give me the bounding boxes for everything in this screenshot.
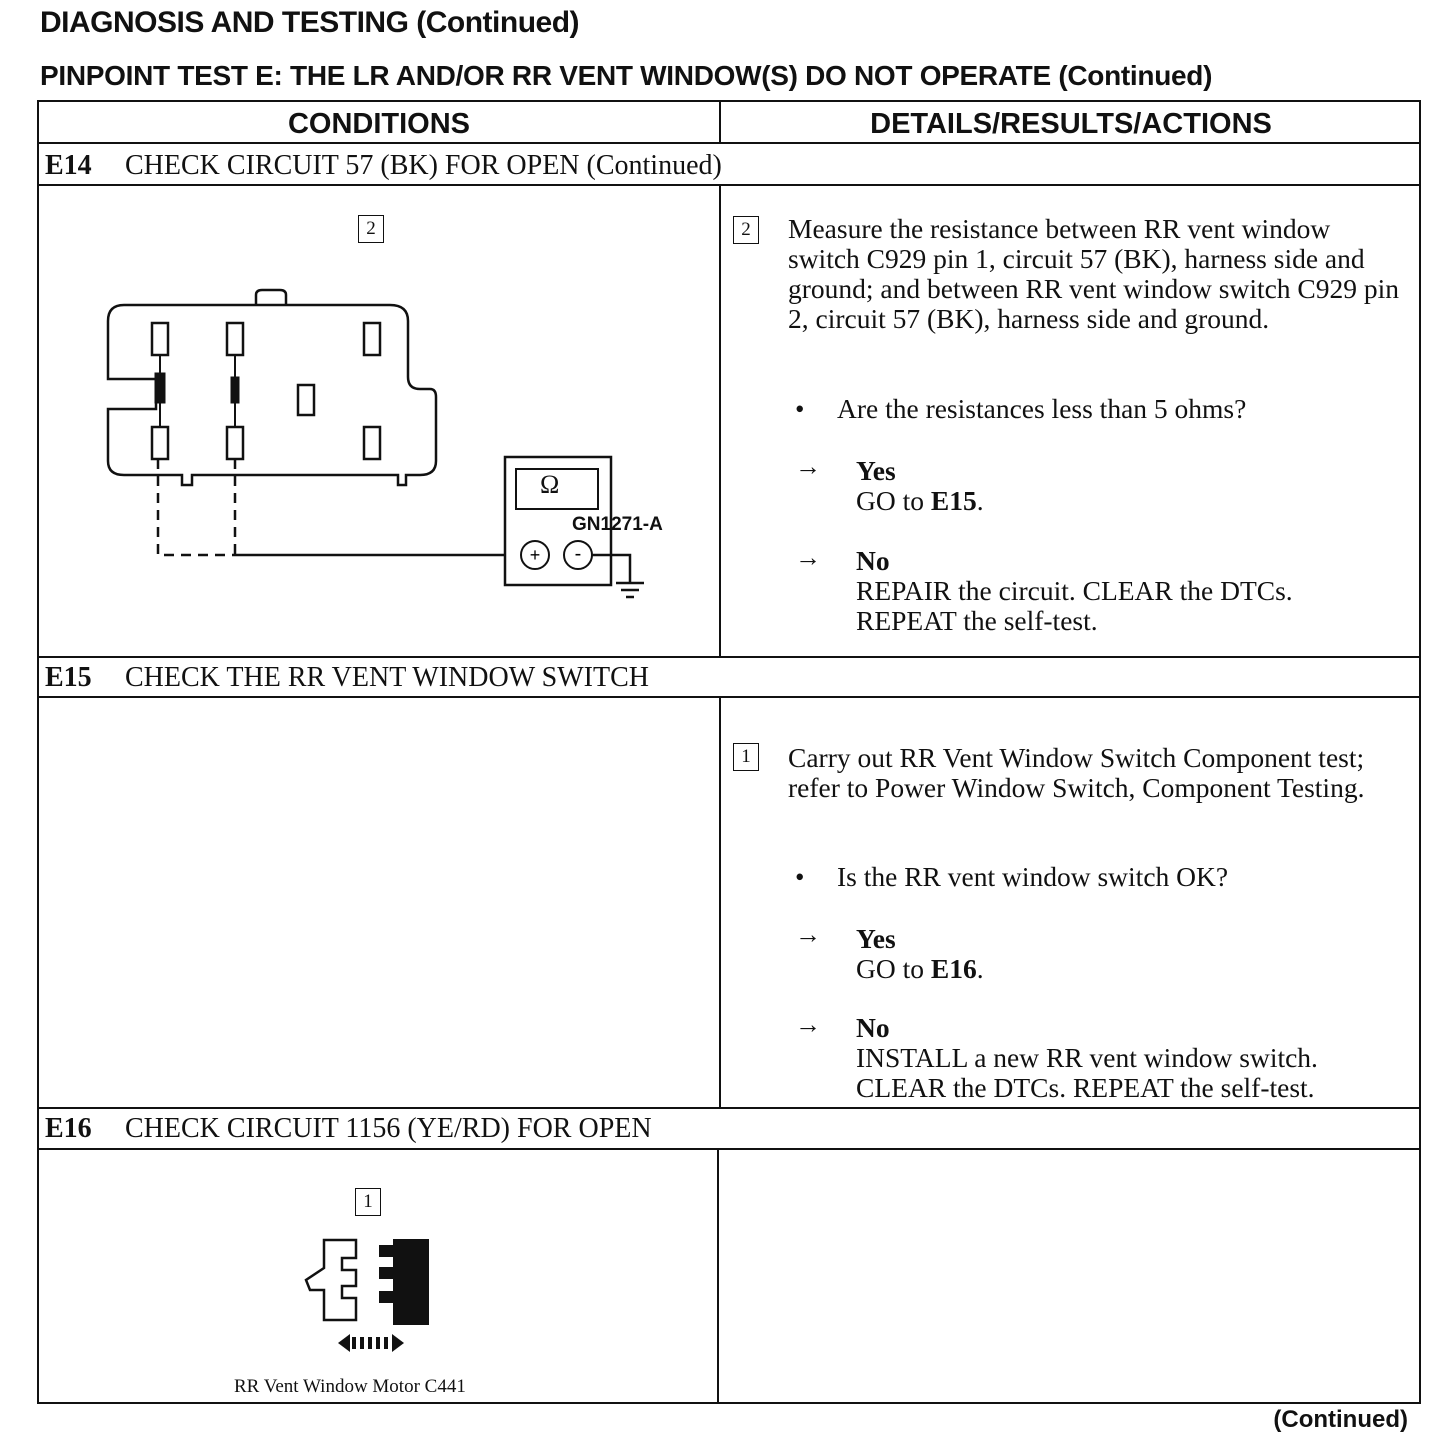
answer-label: Yes	[856, 455, 896, 486]
answer-action: REPAIR the circuit. CLEAR the DTCs.	[856, 575, 1293, 606]
test-probe	[155, 373, 165, 403]
step-title: CHECK CIRCUIT 57 (BK) FOR OPEN (Continued)	[125, 150, 722, 181]
instruction-text: Carry out RR Vent Window Switch Component test; refer to Power Window Switch, Component Testing.	[788, 742, 1365, 803]
column-divider	[719, 184, 721, 656]
ground-icon	[616, 583, 644, 597]
negative-sign: -	[574, 543, 582, 565]
terminal-pin-7	[364, 427, 380, 459]
bullet: •	[795, 862, 805, 892]
step-heading-e15	[45, 658, 649, 698]
connector-ohmmeter-diagram	[100, 285, 670, 605]
figure-id: GN1271-A	[572, 514, 663, 535]
column-header-conditions: CONDITIONS	[287, 108, 471, 140]
terminal-pin-2	[227, 323, 243, 355]
double-arrow-icon	[338, 1334, 404, 1352]
question-text: Is the RR vent window switch OK?	[837, 861, 1229, 892]
answer-action: CLEAR the DTCs. REPEAT the self-test.	[856, 1072, 1315, 1103]
page-title: DIAGNOSIS AND TESTING (Continued)	[40, 6, 580, 39]
step-link-e16[interactable]: E16	[930, 953, 977, 984]
action-prefix: GO to	[856, 953, 931, 984]
figure-step-number: 1	[355, 1188, 381, 1216]
pinpoint-test-title-text: PINPOINT TEST E: THE LR AND/OR RR VENT WINDOW(S) DO NOT OPERATE	[40, 60, 1051, 91]
step-heading-e16	[45, 1109, 652, 1149]
answer-action: REPEAT the self-test.	[856, 605, 1098, 636]
terminal-pin-1	[152, 323, 168, 355]
action-prefix: GO to	[856, 485, 931, 516]
answer-yes	[856, 924, 1396, 984]
arrow-icon: →	[795, 1010, 821, 1039]
table-divider	[39, 142, 1419, 144]
answer-action: GO to E16.	[856, 953, 984, 984]
pinpoint-test-continued: (Continued)	[1058, 60, 1213, 91]
continued-note: (Continued)	[1273, 1406, 1408, 1433]
step-title: CHECK CIRCUIT 1156 (YE/RD) FOR OPEN	[125, 1113, 652, 1144]
instruction-text: Measure the resistance between RR vent window switch C929 pin 1, circuit 57 (BK), harness side and ground; and between RR vent window switch C929 pin 2, circuit 57 (BK), harness side and ground.	[788, 213, 1400, 334]
column-header-details: DETAILS/RESULTS/ACTIONS	[870, 108, 1272, 140]
connector-latch	[256, 290, 286, 305]
step-id: E16	[45, 1113, 92, 1144]
step-link-e15[interactable]: E15	[930, 485, 977, 516]
step-title: CHECK THE RR VENT WINDOW SWITCH	[125, 662, 649, 693]
pinpoint-test-title	[40, 60, 1212, 92]
answer-action: GO to E15.	[856, 485, 984, 516]
step-id: E15	[45, 662, 92, 693]
connector-female-half	[380, 1240, 428, 1324]
motor-connector-diagram	[300, 1230, 440, 1360]
answer-action: INSTALL a new RR vent window switch.	[856, 1042, 1318, 1073]
arrow-icon: →	[795, 452, 821, 481]
terminal-pin-4	[298, 385, 314, 415]
arrow-icon: →	[795, 920, 821, 949]
answer-no	[856, 546, 1396, 636]
figure-step-number: 2	[358, 215, 384, 243]
step-id: E14	[45, 150, 92, 181]
connector-male-half	[306, 1240, 356, 1320]
step-number-box: 2	[733, 216, 759, 244]
test-probe	[231, 377, 239, 403]
terminal-pin-5	[152, 427, 168, 459]
step-number-box: 1	[733, 743, 759, 771]
answer-no	[856, 1013, 1396, 1103]
arrow-icon: →	[795, 543, 821, 572]
terminal-pin-3	[364, 323, 380, 355]
figure-caption: RR Vent Window Motor C441	[234, 1376, 466, 1397]
bullet: •	[795, 394, 805, 424]
dashed-lead	[158, 459, 235, 555]
answer-label: No	[856, 545, 890, 576]
column-divider	[719, 696, 721, 1107]
positive-sign: +	[529, 545, 541, 565]
terminal-pin-6	[227, 427, 243, 459]
step-heading-e14	[45, 146, 722, 186]
answer-yes	[856, 456, 1396, 516]
answer-label: Yes	[856, 923, 896, 954]
ohm-symbol: Ω	[540, 470, 560, 499]
column-divider	[717, 1148, 719, 1404]
answer-label: No	[856, 1012, 890, 1043]
question-text: Are the resistances less than 5 ohms?	[837, 393, 1247, 424]
